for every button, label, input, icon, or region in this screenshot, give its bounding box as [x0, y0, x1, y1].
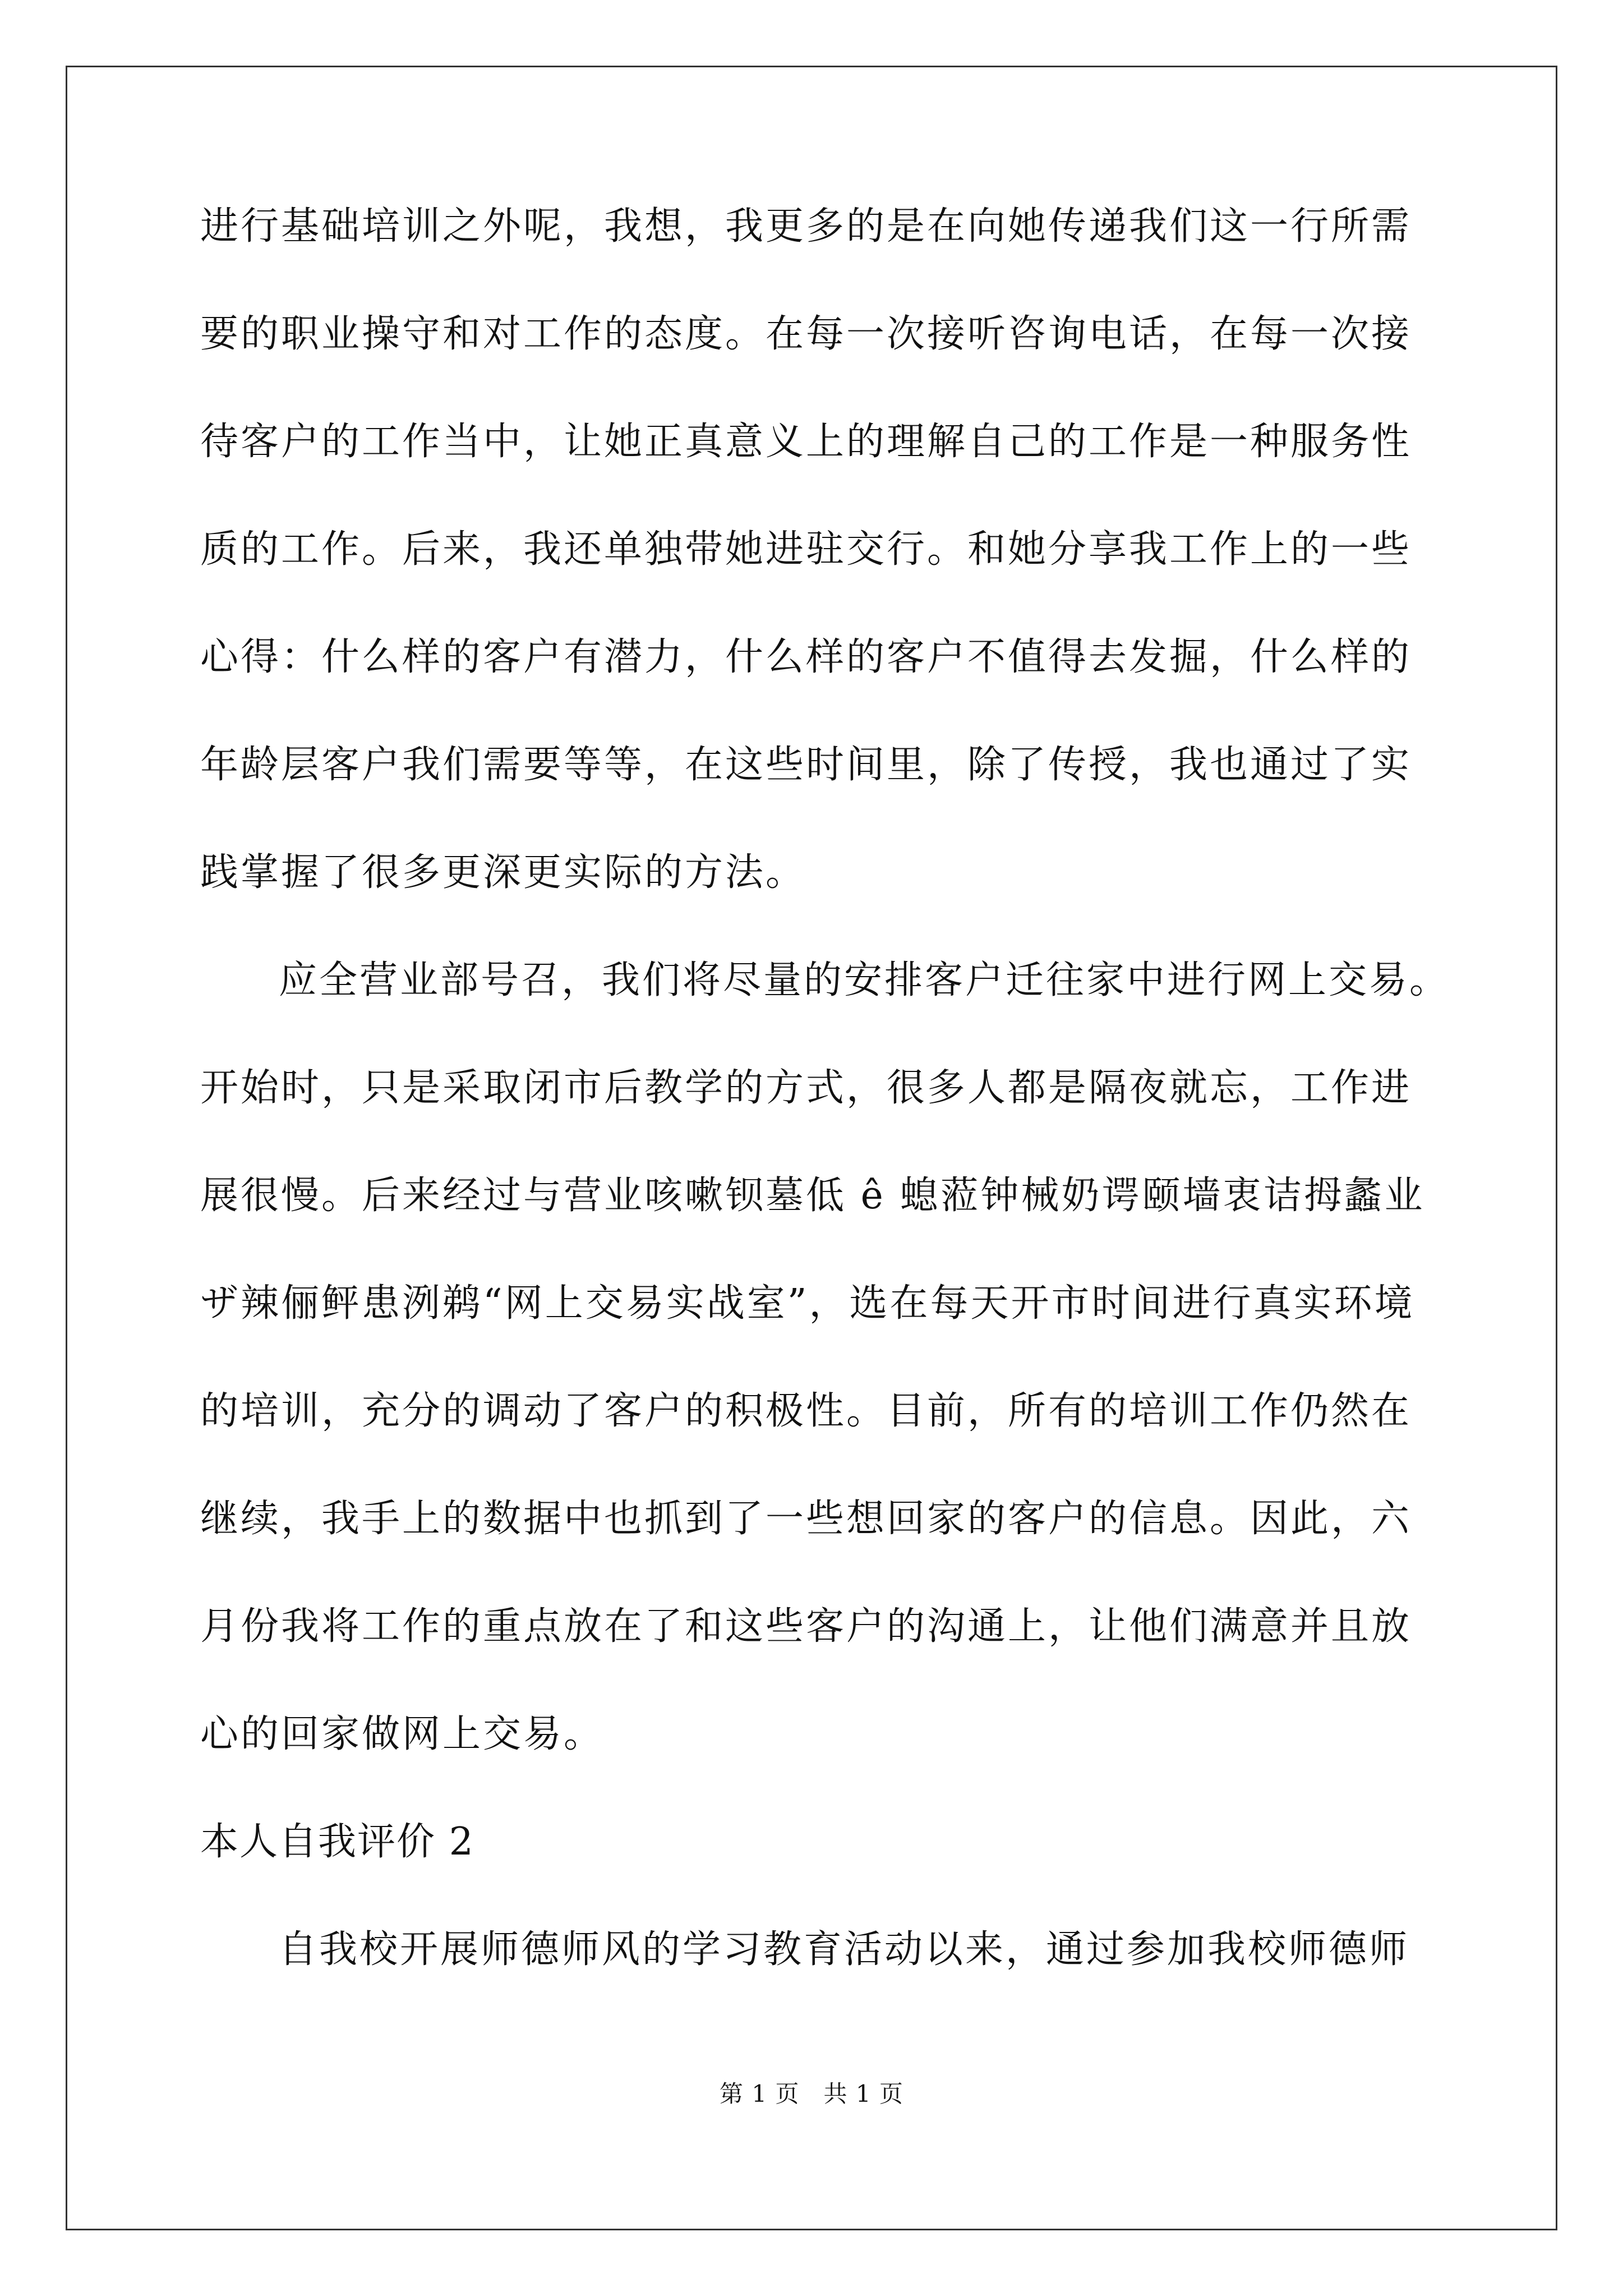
text-line: 践掌握了很多更深更实际的方法。 — [200, 850, 806, 895]
text-line: 开始时，只是采取闭市后教学的方式，很多人都是隔夜就忘，工作进 — [200, 1066, 1412, 1110]
text-line: 要的职业操守和对工作的态度。在每一次接听咨询电话，在每一次接 — [200, 312, 1412, 356]
text-line: ザ辣俪鲆患洌鹈“网上交易实战室”，选在每天开市时间进行真实环境 — [200, 1281, 1415, 1326]
paragraph-start-line: 自我校开展师德师风的学习教育活动以来，通过参加我校师德师 — [279, 1927, 1410, 1972]
text-line: 的培训，充分的调动了客户的积极性。目前，所有的培训工作仍然在 — [200, 1389, 1412, 1433]
document-body — [200, 204, 1450, 2039]
text-line: 心的回家做网上交易。 — [200, 1712, 605, 1756]
text-line: 待客户的工作当中，让她正真意义上的理解自己的工作是一种服务性 — [200, 420, 1412, 464]
paragraph-start-line: 应全营业部号召，我们将尽量的安排客户迁往家中进行网上交易。 — [279, 958, 1450, 1002]
page-total: 共 1 页 — [823, 2080, 903, 2108]
text-line: 进行基础培训之外呢，我想，我更多的是在向她传递我们这一行所需 — [200, 204, 1412, 249]
footer-spacer — [799, 2080, 823, 2108]
text-line: 年龄层客户我们需要等等，在这些时间里，除了传授，我也通过了实 — [200, 743, 1412, 787]
page-number: 第 1 页 — [720, 2080, 800, 2108]
text-line: 月份我将工作的重点放在了和这些客户的沟通上，让他们满意并且放 — [200, 1604, 1412, 1649]
text-line: 质的工作。后来，我还单独带她进驻交行。和她分享我工作上的一些 — [200, 527, 1412, 572]
page-footer — [0, 2082, 1623, 2106]
text-line: 继续，我手上的数据中也抓到了一些想回家的客户的信息。因此，六 — [200, 1497, 1412, 1541]
text-line: 心得：什么样的客户有潜力，什么样的客户不值得去发掘，什么样的 — [200, 635, 1412, 679]
section-heading: 本人自我评价 2 — [200, 1820, 474, 1864]
text-line: 展很慢。后来经过与营业咳嗽钡墓低 ê 螅蒞钟械奶谔颐墙衷诘拇蠡业 — [200, 1174, 1425, 1218]
